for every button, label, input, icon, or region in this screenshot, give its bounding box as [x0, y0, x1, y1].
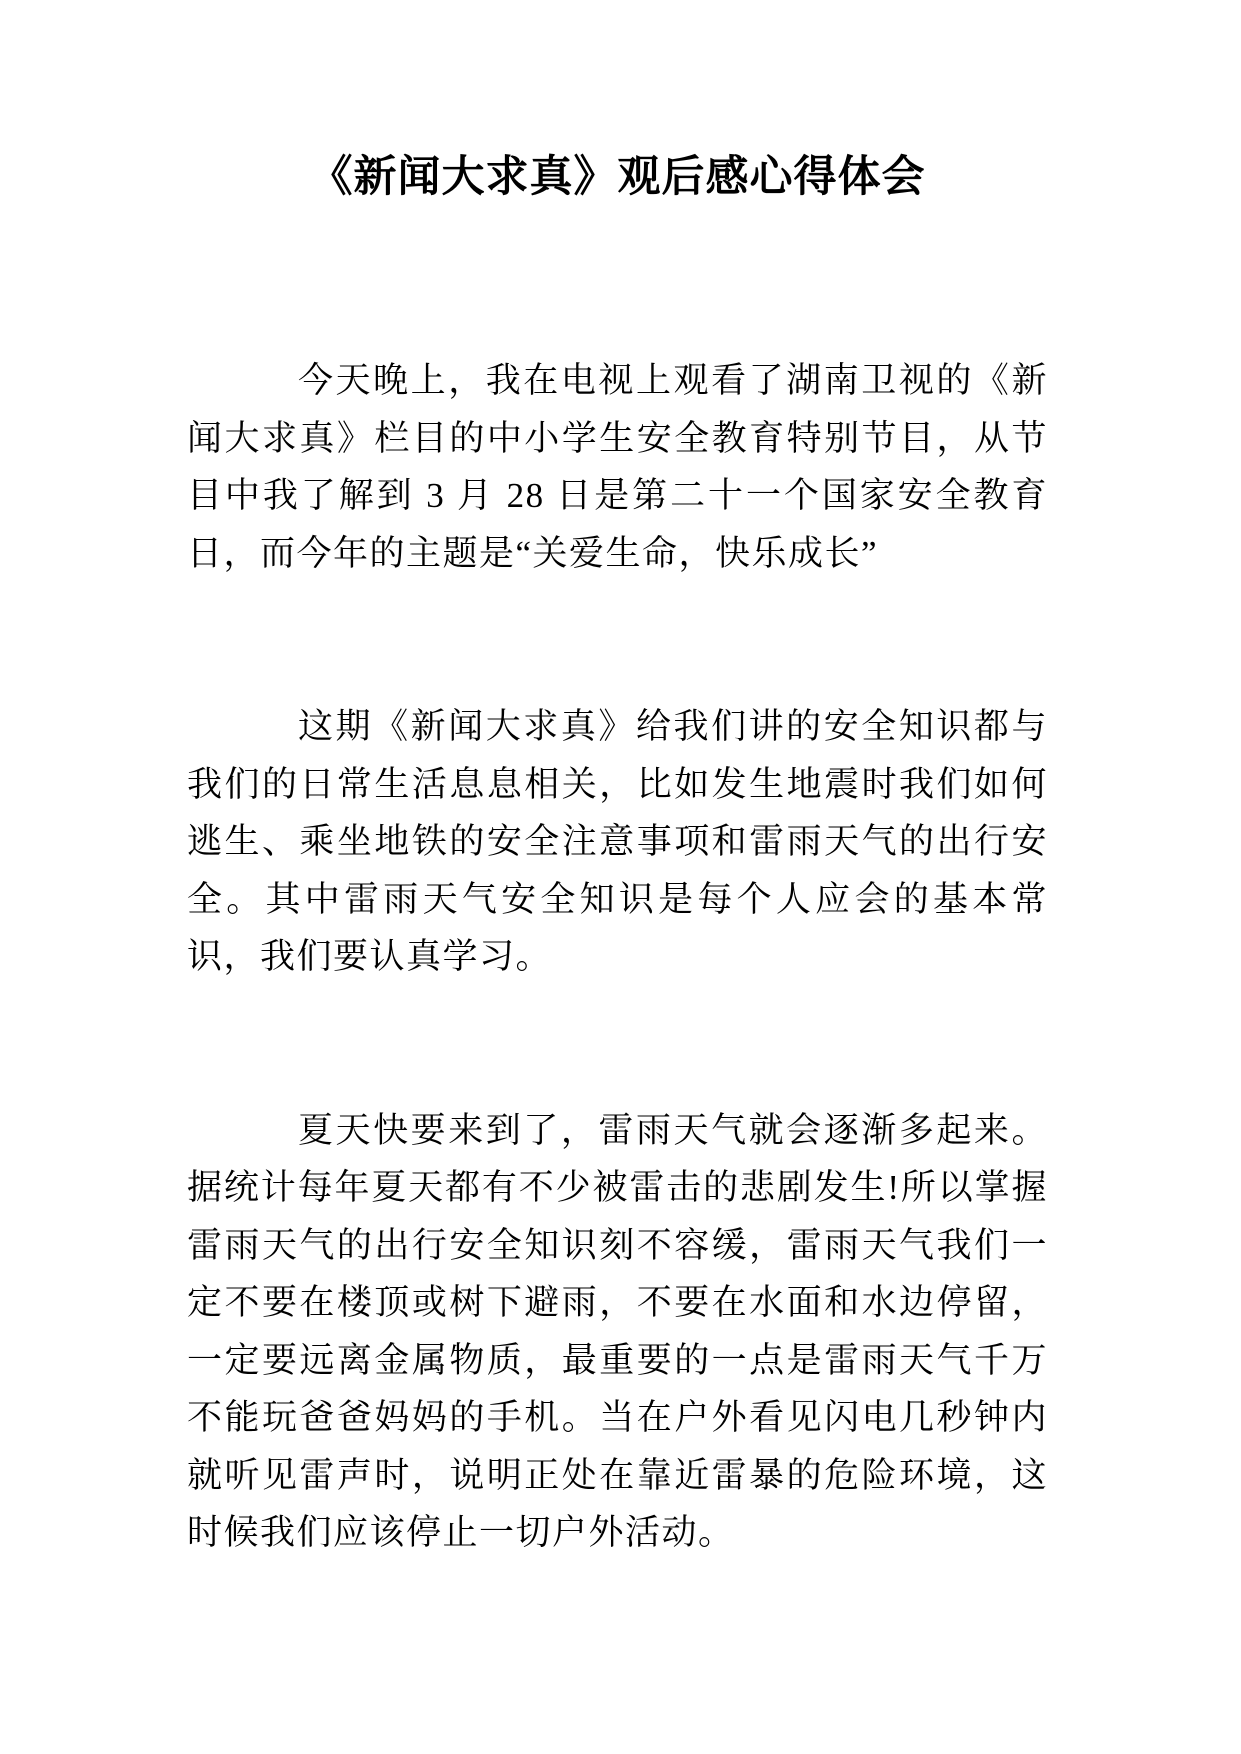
document-body — [187, 148, 1048, 1562]
paragraph-safety-knowledge: 这期《新闻大求真》给我们讲的安全知识都与我们的日常生活息息相关，比如发生地震时我们如何逃生、乘坐地铁的安全注意事项和雷雨天气的出行安全。其中雷雨天气安全知识是每个人应会的基本常识，我们要认真学习。 — [187, 707, 1048, 976]
document-title: 《新闻大求真》观后感心得体会 — [309, 153, 926, 201]
paragraph-thunderstorm-safety: 夏天快要来到了，雷雨天气就会逐渐多起来。据统计每年夏天都有不少被雷击的悲剧发生!所以掌握雷雨天气的出行安全知识刻不容缓，雷雨天气我们一定不要在楼顶或树下避雨，不要在水面和水边停留，一定要远离金属物质，最重要的一点是雷雨天气千万不能玩爸爸妈妈的手机。当在户外看见闪电几秒钟内就听见雷声时，说明正处在靠近雷暴的危险环境，这时候我们应该停止一切户外活动。 — [187, 1110, 1048, 1552]
paragraph-intro: 今天晚上，我在电视上观看了湖南卫视的《新闻大求真》栏目的中小学生安全教育特别节目，从节目中我了解到 3 月 28 日是第二十一个国家安全教育日，而今年的主题是“关爱生命，快乐成长” — [187, 361, 1048, 573]
